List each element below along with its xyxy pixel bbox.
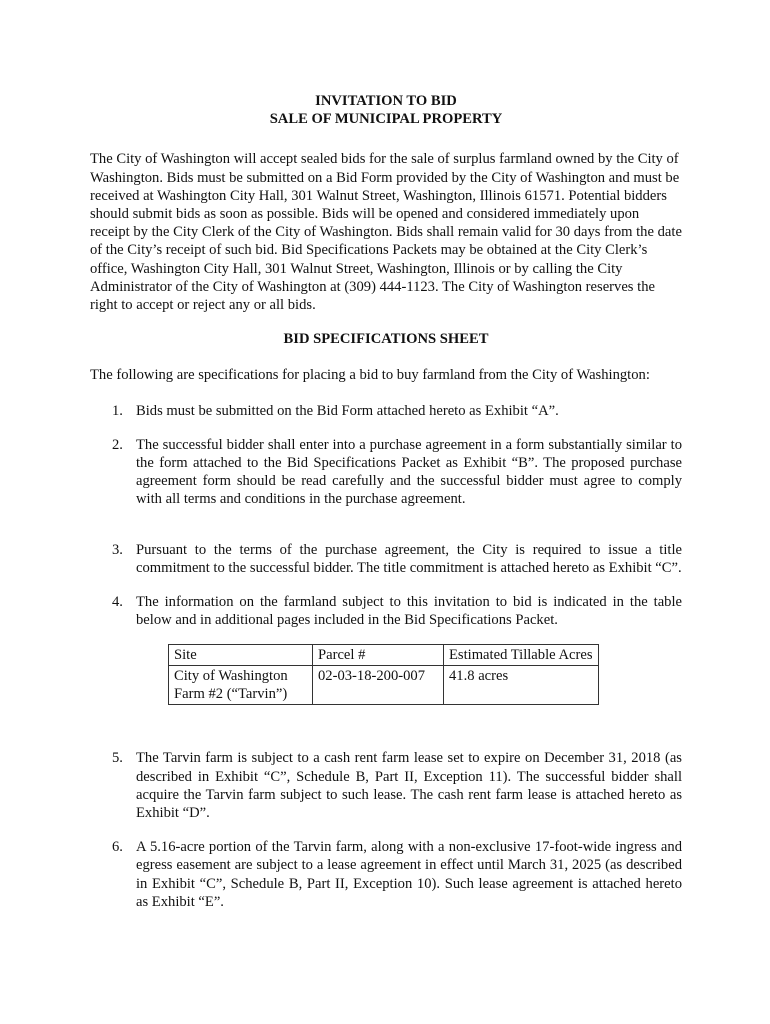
list-item-text: Pursuant to the terms of the purchase agreement, the City is required to issue a title commitment to the successful bidder. The title commitment is attached hereto as Exhibit “C”. [136,541,682,576]
list-item [90,541,682,577]
table-header-row [169,645,599,666]
document-subtitle: SALE OF MUNICIPAL PROPERTY [269,111,503,128]
document-title: INVITATION TO BID [315,93,457,109]
list-item-number: 3. [112,541,123,558]
list-item-number: 2. [112,436,123,453]
farmland-table [168,644,599,705]
document-page [90,92,682,911]
list-item-text: The Tarvin farm is subject to a cash rent farm lease set to expire on December 31, 2018 (as described in Exhibit “C”, Schedule B, Part II, Exception 11). The successful bidder shall acquire the Tarvin farm subject to such lease. The cash rent farm lease is attached hereto as Exhibit “D”. [136,750,682,822]
intro-paragraph: The City of Washington will accept sealed bids for the sale of surplus farmland owned by the City of Washington. Bids must be submitted on a Bid Form provided by the City of Washington and must be received at Washington City Hall, 301 Walnut Street, Washington, Illinois 61571. Potential bidders should submit bids as soon as possible. Bids will be opened and considered immediately upon receipt by the City Clerk of the City of Washington. Bids shall remain valid for 30 days from the date of the City’s receipt of such bid. Bid Specifications Packets may be obtained at the City Clerk’s office, Washington City Hall, 301 Walnut Street, Washington, Illinois or by calling the City Administrator of the City of Washington at (309) 444-1123. The City of Washington reserves the right to accept or reject any or all bids. [90,151,682,314]
list-item-text: The information on the farmland subject to this invitation to bid is indicated in the table below and in additional pages included in the Bid Specifications Packet. [136,594,682,629]
table-cell-site: City of Washington Farm #2 (“Tarvin”) [169,666,313,705]
spec-list [90,402,682,911]
list-item-text: The successful bidder shall enter into a purchase agreement in a form substantially similar to the form attached to the Bid Specifications Packet as Exhibit “B”. The proposed purchase agreement form should be read carefully and the successful bidder must agree to comply with all terms and conditions in the purchase agreement. [136,436,682,508]
list-item [90,402,682,420]
table-header-acres: Estimated Tillable Acres [444,645,599,666]
table-cell-parcel: 02-03-18-200-007 [313,666,444,705]
list-item-number: 4. [112,594,123,611]
spec-section-title: BID SPECIFICATIONS SHEET [283,331,489,348]
list-item-number: 5. [112,750,123,767]
table-cell-acres: 41.8 acres [444,666,599,705]
list-item [90,593,682,705]
list-item [90,749,682,822]
list-item-text: Bids must be submitted on the Bid Form attached hereto as Exhibit “A”. [136,402,559,419]
list-item-text: A 5.16-acre portion of the Tarvin farm, along with a non-exclusive 17-foot-wide ingress and egress easement are subject to a lease agreement in effect until March 31, 2025 (as described in Exhibit “C”, Schedule B, Part II, Exception 10). Such lease agreement is attached hereto as Exhibit “E”. [136,839,682,910]
spec-lead-paragraph: The following are specifications for placing a bid to buy farmland from the City of Washington: [90,367,650,384]
table-row [169,666,599,705]
list-item [90,838,682,911]
list-item-number: 1. [112,402,123,419]
table-header-site: Site [169,645,313,666]
table-header-parcel: Parcel # [313,645,444,666]
list-item-number: 6. [112,839,123,856]
list-item [90,436,682,509]
